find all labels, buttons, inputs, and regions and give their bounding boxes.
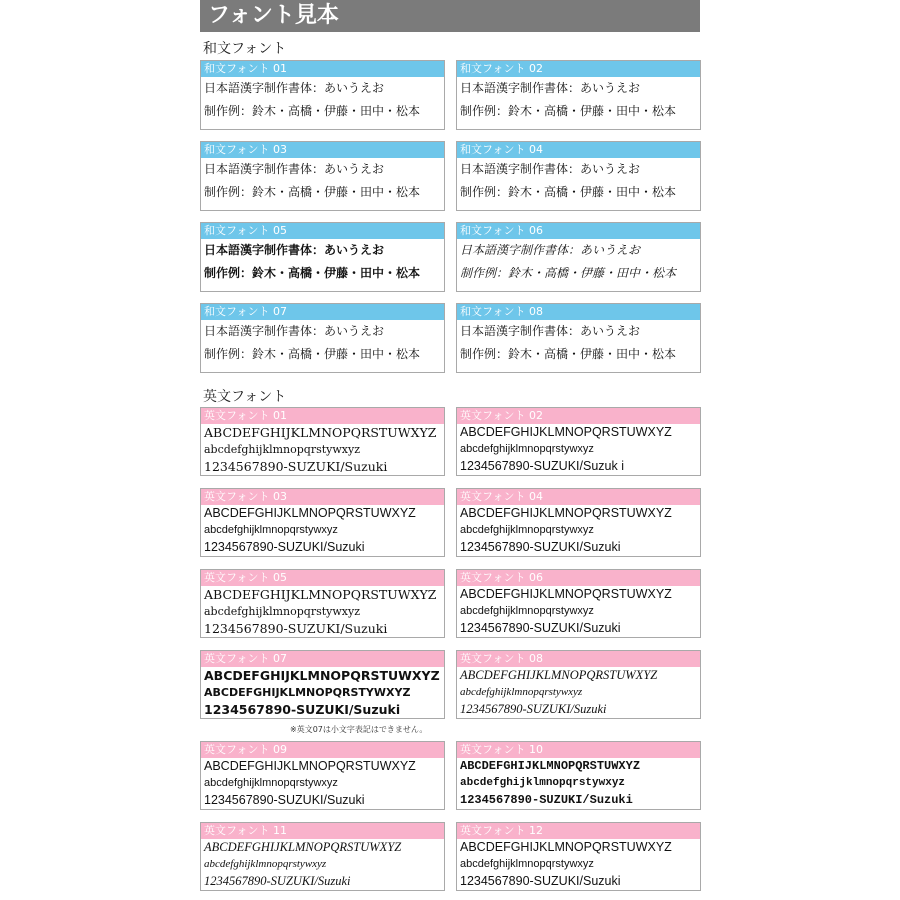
english-font-sample xyxy=(456,488,701,557)
sample-title: 英文フォント 04 xyxy=(457,489,700,505)
sample-line: 制作例：鈴木・高橋・伊藤・田中・松本 xyxy=(204,104,421,118)
japanese-section-label: 和文フォント xyxy=(203,41,287,57)
sample-numbers: 1234567890-SUZUKI/Suzuki xyxy=(204,621,388,636)
sample-line: 制作例：鈴木・高橋・伊藤・田中・松本 xyxy=(204,266,421,280)
sample-uppercase: ABCDEFGHIJKLMNOPQRSTUWXYZ xyxy=(204,840,402,854)
sample-title: 英文フォント 10 xyxy=(457,742,700,758)
english-font-sample xyxy=(200,741,445,810)
sample-lowercase: abcdefghijklmnopqrstywxyz xyxy=(204,777,338,789)
sample-numbers: 1234567890-SUZUKI/Suzuki xyxy=(460,702,607,716)
sample-line: 制作例：鈴木・高橋・伊藤・田中・松本 xyxy=(204,185,421,199)
sample-title: 和文フォント 04 xyxy=(457,142,700,158)
sample-uppercase: ABCDEFGHIJKLMNOPQRSTUWXYZ xyxy=(204,425,437,440)
sample-uppercase: ABCDEFGHIJKLMNOPQRSTUWXYZ xyxy=(460,587,672,601)
english-font-sample xyxy=(456,569,701,638)
english-font-sample xyxy=(456,741,701,810)
sample-line: 日本語漢字制作書体：あいうえお xyxy=(460,243,641,257)
sample-line: 日本語漢字制作書体：あいうえお xyxy=(204,81,385,95)
japanese-font-sample xyxy=(456,60,701,130)
sample-numbers: 1234567890-SUZUKI/Suzuki xyxy=(204,793,365,807)
sample-title: 英文フォント 06 xyxy=(457,570,700,586)
sample-title: 英文フォント 07 xyxy=(201,651,444,667)
sample-line: 制作例：鈴木・高橋・伊藤・田中・松本 xyxy=(204,347,421,361)
sample-lowercase: abcdefghijklmnopqrstywxyz xyxy=(204,858,327,870)
sample-numbers: 1234567890-SUZUKI/Suzuk i xyxy=(460,459,624,473)
sample-line: 制作例：鈴木・高橋・伊藤・田中・松本 xyxy=(460,104,677,118)
sample-line: 制作例：鈴木・高橋・伊藤・田中・松本 xyxy=(460,185,677,199)
sample-title: 英文フォント 08 xyxy=(457,651,700,667)
sample-uppercase: ABCDEFGHIJKLMNOPQRSTUWXYZ xyxy=(204,587,437,602)
sample-line: 日本語漢字制作書体：あいうえお xyxy=(204,243,385,257)
english-font-sample xyxy=(200,407,445,476)
sample-lowercase: abcdefghijklmnopqrstywxyz xyxy=(460,858,594,870)
sample-lowercase: abcdefghijklmnopqrstywxyz xyxy=(204,524,338,536)
english-font-sample xyxy=(456,650,701,719)
japanese-font-sample xyxy=(456,141,701,211)
sample-title: 英文フォント 03 xyxy=(201,489,444,505)
sample-title: 和文フォント 05 xyxy=(201,223,444,239)
japanese-font-sample xyxy=(200,141,445,211)
sample-lowercase: abcdefghijklmnopqrstywxyz xyxy=(460,605,594,617)
sample-numbers: 1234567890-SUZUKI/Suzuki xyxy=(204,540,365,554)
english-font-sample xyxy=(456,822,701,891)
sample-line: 日本語漢字制作書体：あいうえお xyxy=(204,324,385,338)
sample-lowercase: abcdefghijklmnopqrstywxyz xyxy=(204,443,361,456)
sample-title: 英文フォント 02 xyxy=(457,408,700,424)
sample-numbers: 1234567890-SUZUKI/Suzuki xyxy=(204,459,388,474)
sample-uppercase: ABCDEFGHIJKLMNOPQRSTUWXYZ xyxy=(460,668,658,682)
sample-line: 日本語漢字制作書体：あいうえお xyxy=(460,162,641,176)
sample-lowercase: ABCDEFGHIJKLMNOPQRSTYWXYZ xyxy=(204,686,411,699)
sample-numbers: 1234567890-SUZUKI/Suzuki xyxy=(204,702,401,717)
sample-lowercase: abcdefghijklmnopqrstywxyz xyxy=(460,777,626,789)
sample-line: 制作例：鈴木・高橋・伊藤・田中・松本 xyxy=(460,266,677,280)
japanese-font-sample xyxy=(200,303,445,373)
sample-title: 和文フォント 08 xyxy=(457,304,700,320)
page-title: フォント見本 xyxy=(200,0,700,32)
sample-uppercase: ABCDEFGHIJKLMNOPQRSTUWXYZ xyxy=(204,668,440,683)
sample-title: 英文フォント 11 xyxy=(201,823,444,839)
sample-uppercase: ABCDEFGHIJKLMNOPQRSTUWXYZ xyxy=(460,840,672,854)
sample-title: 英文フォント 05 xyxy=(201,570,444,586)
english-font-sample xyxy=(200,569,445,638)
sample-uppercase: ABCDEFGHIJKLMNOPQRSTUWXYZ xyxy=(204,759,416,773)
sample-title: 英文フォント 01 xyxy=(201,408,444,424)
sample-title: 和文フォント 01 xyxy=(201,61,444,77)
sample-lowercase: abcdefghijklmnopqrstywxyz xyxy=(460,443,594,455)
sample-uppercase: ABCDEFGHIJKLMNOPQRSTUWXYZ xyxy=(460,759,641,773)
sample-title: 和文フォント 07 xyxy=(201,304,444,320)
japanese-font-sample xyxy=(456,303,701,373)
japanese-font-sample xyxy=(456,222,701,292)
sample-line: 日本語漢字制作書体：あいうえお xyxy=(204,162,385,176)
english-font-sample xyxy=(200,822,445,891)
english-section-label: 英文フォント xyxy=(203,389,287,405)
japanese-font-sample xyxy=(200,60,445,130)
sample-lowercase: abcdefghijklmnopqrstywxyz xyxy=(460,686,583,698)
sample-uppercase: ABCDEFGHIJKLMNOPQRSTUWXYZ xyxy=(460,425,672,439)
sample-numbers: 1234567890-SUZUKI/Suzuki xyxy=(460,793,633,807)
sample-title: 和文フォント 06 xyxy=(457,223,700,239)
sample-numbers: 1234567890-SUZUKI/Suzuki xyxy=(204,874,351,888)
japanese-font-sample xyxy=(200,222,445,292)
english-font-sample xyxy=(200,488,445,557)
sample-uppercase: ABCDEFGHIJKLMNOPQRSTUWXYZ xyxy=(460,506,672,520)
sample-title: 英文フォント 09 xyxy=(201,742,444,758)
english-font-sample xyxy=(456,407,701,476)
sample-line: 制作例：鈴木・高橋・伊藤・田中・松本 xyxy=(460,347,677,361)
sample-line: 日本語漢字制作書体：あいうえお xyxy=(460,81,641,95)
sample-numbers: 1234567890-SUZUKI/Suzuki xyxy=(460,621,621,635)
sample-lowercase: abcdefghijklmnopqrstywxyz xyxy=(204,605,361,618)
sample-line: 日本語漢字制作書体：あいうえお xyxy=(460,324,641,338)
sample-numbers: 1234567890-SUZUKI/Suzuki xyxy=(460,874,621,888)
english-font-sample xyxy=(200,650,445,719)
sample-numbers: 1234567890-SUZUKI/Suzuki xyxy=(460,540,621,554)
sample-lowercase: abcdefghijklmnopqrstywxyz xyxy=(460,524,594,536)
sample-title: 和文フォント 02 xyxy=(457,61,700,77)
sample-title: 英文フォント 12 xyxy=(457,823,700,839)
sample-uppercase: ABCDEFGHIJKLMNOPQRSTUWXYZ xyxy=(204,506,416,520)
sample-title: 和文フォント 03 xyxy=(201,142,444,158)
font07-note: ※英文07は小文字表記はできません。 xyxy=(290,725,428,734)
